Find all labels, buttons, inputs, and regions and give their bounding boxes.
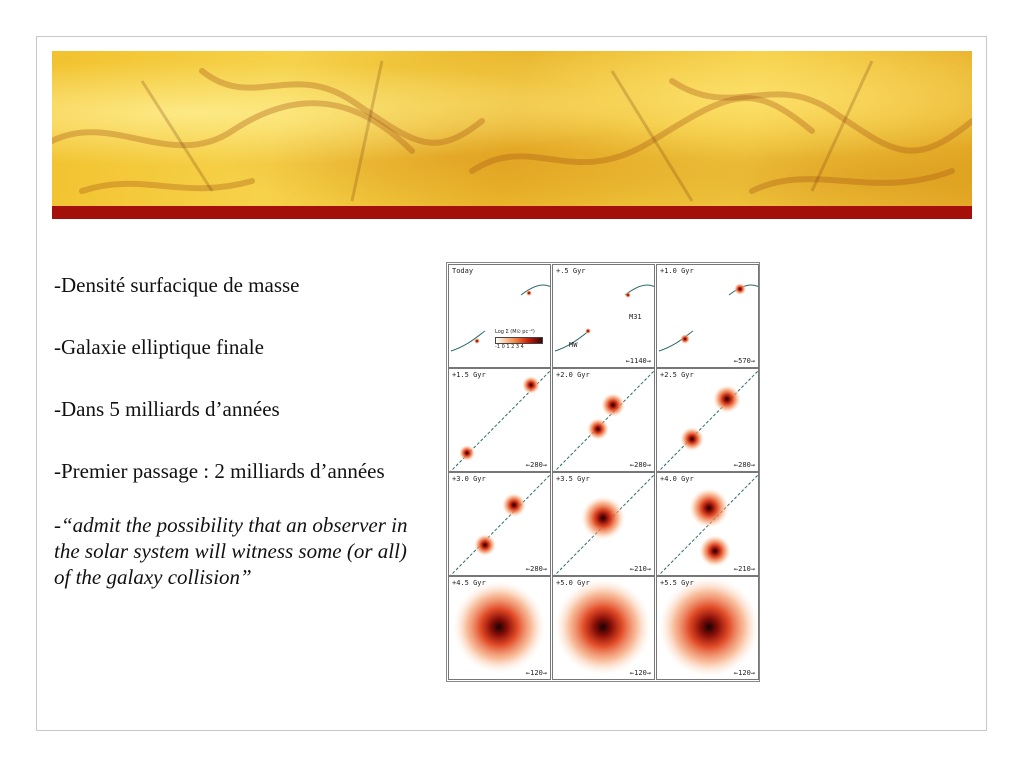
colorbar-gradient	[495, 337, 543, 344]
panel-scale-label: ←120→	[525, 669, 547, 677]
orbit-track	[657, 369, 759, 472]
colorbar-legend	[495, 329, 543, 350]
quote-item	[54, 512, 414, 590]
galaxy-blob	[474, 338, 480, 344]
bullet-item: -Dans 5 milliards d’années	[54, 397, 280, 421]
galaxy-blob	[581, 496, 625, 540]
galaxy-blob	[522, 376, 540, 394]
galaxy-blob	[587, 418, 609, 440]
banner-texture	[52, 51, 972, 206]
quote-prefix: -	[54, 513, 61, 537]
panel-scale-label: ←280→	[733, 461, 755, 469]
panel-time-label: +5.0 Gyr	[556, 579, 590, 587]
galaxy-blob	[680, 427, 704, 451]
galaxy-blob	[585, 328, 591, 334]
panel-scale-label: ←280→	[525, 565, 547, 573]
galaxy-blob	[689, 488, 729, 528]
simulation-panel	[552, 264, 655, 368]
galaxy-blob	[601, 393, 625, 417]
galaxy-blob	[699, 535, 731, 567]
galaxy-blob	[453, 581, 545, 673]
density-map	[657, 369, 759, 472]
density-map	[449, 473, 551, 576]
density-map	[449, 577, 551, 680]
panel-time-label: +4.5 Gyr	[452, 579, 486, 587]
density-map	[657, 265, 759, 368]
simulation-panel	[656, 264, 759, 368]
orbit-track	[449, 473, 551, 576]
galaxy-blob	[734, 283, 746, 295]
panel-time-label: +1.5 Gyr	[452, 371, 486, 379]
quote-text: “admit the possibility that an observer in the solar system will witness some (or all) of the galaxy collision”	[54, 513, 408, 589]
simulation-panel	[552, 368, 655, 472]
galaxy-blob	[680, 334, 690, 344]
galaxy-blob	[659, 577, 759, 677]
panel-time-label: +1.0 Gyr	[660, 267, 694, 275]
density-map	[449, 265, 551, 368]
galaxy-blob	[526, 290, 532, 296]
galaxy-blob	[555, 579, 651, 675]
banner-stripe	[52, 206, 972, 219]
simulation-panel	[552, 472, 655, 576]
panel-time-label: +2.5 Gyr	[660, 371, 694, 379]
banner-image	[52, 51, 972, 206]
panel-time-label: +2.0 Gyr	[556, 371, 590, 379]
panel-time-label: +5.5 Gyr	[660, 579, 694, 587]
simulation-panel	[656, 472, 759, 576]
panel-scale-label: ←570→	[733, 357, 755, 365]
galaxy-blob	[474, 534, 496, 556]
density-map	[553, 369, 655, 472]
bullet-item: -Galaxie elliptique finale	[54, 335, 264, 359]
galaxy-blob	[502, 493, 526, 517]
panel-scale-label: ←280→	[525, 461, 547, 469]
bullet-list	[54, 272, 414, 626]
simulation-panel	[448, 472, 551, 576]
density-map	[553, 577, 655, 680]
simulation-panel	[448, 264, 551, 368]
panel-scale-label: ←210→	[733, 565, 755, 573]
simulation-panel	[656, 576, 759, 680]
panel-time-label: Today	[452, 267, 474, 275]
simulation-panel	[656, 368, 759, 472]
bullet-item: -Premier passage : 2 milliards d’années	[54, 459, 385, 483]
panel-scale-label: ←120→	[733, 669, 755, 677]
panel-time-label: +3.5 Gyr	[556, 475, 590, 483]
panel-time-label: +3.0 Gyr	[452, 475, 486, 483]
colorbar-ticks: -1 0 1 2 3 4	[495, 344, 524, 350]
panel-scale-label: ←1140→	[625, 357, 651, 365]
density-map	[449, 369, 551, 472]
density-map	[657, 473, 759, 576]
galaxy-blob	[625, 292, 631, 298]
panel-time-label: +4.0 Gyr	[660, 475, 694, 483]
density-map	[553, 473, 655, 576]
orbit-track	[659, 285, 759, 351]
density-map	[657, 577, 759, 680]
bullet-item: -Densité surfacique de masse	[54, 273, 300, 297]
panel-scale-label: ←120→	[629, 669, 651, 677]
mw-label: MW	[569, 341, 578, 349]
panel-scale-label: ←280→	[629, 461, 651, 469]
galaxy-blob	[459, 445, 475, 461]
simulation-panel	[448, 368, 551, 472]
panel-scale-label: ←210→	[629, 565, 651, 573]
colorbar-title: Log Σ (M⊙ pc⁻²)	[495, 329, 535, 335]
m31-label: M31	[629, 313, 642, 321]
simulation-panel	[448, 576, 551, 680]
simulation-panel	[552, 576, 655, 680]
galaxy-blob	[713, 385, 741, 413]
galaxy-collision-figure	[446, 262, 760, 682]
panel-time-label: +.5 Gyr	[556, 267, 586, 275]
